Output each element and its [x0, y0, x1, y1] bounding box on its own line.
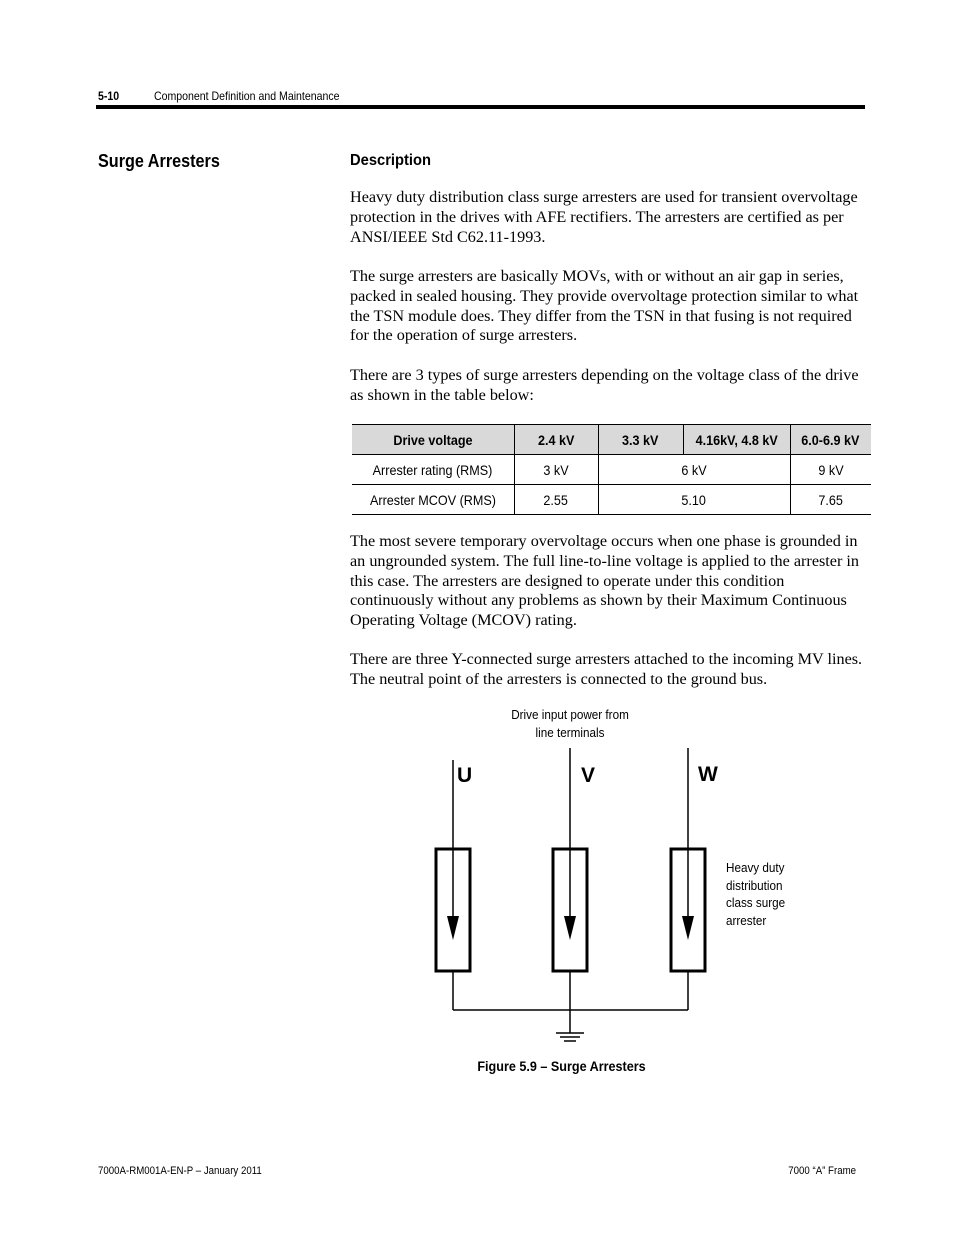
subsection-title: Description [350, 152, 431, 169]
table-cell: 9 kV [790, 455, 871, 485]
table-header-cell: 2.4 kV [514, 425, 598, 455]
arrester-label: Heavy duty [726, 860, 785, 876]
table-row [352, 485, 871, 515]
table-header-cell: 3.3 kV [598, 425, 683, 455]
ground-icon [556, 1033, 584, 1041]
table-header-cell: 4.16kV, 4.8 kV [683, 425, 790, 455]
surge-arrester-diagram [350, 700, 810, 1050]
table-row [352, 455, 871, 485]
table-cell: 2.55 [514, 485, 598, 515]
table-cell: 5.10 [598, 485, 790, 515]
paragraph: The most severe temporary overvoltage occurs when one phase is grounded in an ungrounded system. The full line-to-line voltage is applied to the arrester in this case. The arresters are designed to operate under this condition continuously without any problems as shown by their Maximum Continuous Operating Voltage (MCOV) rating. [350, 532, 860, 630]
header-rule [96, 105, 865, 109]
table-cell: 3 kV [514, 455, 598, 485]
table-cell: Arrester MCOV (RMS) [352, 485, 514, 515]
arrester-label: distribution [726, 878, 783, 894]
phase-label-v: V [581, 764, 596, 787]
table-header-cell: Drive voltage [352, 425, 514, 455]
arrow-down-icon [447, 916, 459, 940]
arrow-down-icon [682, 916, 694, 940]
table-header-row [352, 425, 871, 455]
input-power-label: Drive input power from [511, 707, 629, 723]
table-cell: Arrester rating (RMS) [352, 455, 514, 485]
arrow-down-icon [564, 916, 576, 940]
table-cell: 6 kV [598, 455, 790, 485]
table-cell: 7.65 [790, 485, 871, 515]
footer-publication-id: 7000A-RM001A-EN-P – January 2011 [98, 1165, 262, 1177]
phase-label-w: W [698, 763, 718, 786]
chapter-title: Component Definition and Maintenance [154, 89, 340, 103]
arrester-label: class surge [726, 895, 786, 911]
table-header-cell: 6.0-6.9 kV [790, 425, 871, 455]
footer-product-name: 7000 “A” Frame [788, 1165, 856, 1177]
voltage-class-table [352, 424, 871, 515]
paragraph: There are 3 types of surge arresters depending on the voltage class of the drive as shown in the table below: [350, 366, 859, 404]
page-number: 5-10 [98, 89, 120, 103]
paragraph: Heavy duty distribution class surge arresters are used for transient overvoltage protection in the drives with AFE rectifiers. The arresters are certified as per ANSI/IEEE Std C62.11-1993. [350, 188, 858, 246]
figure-caption: Figure 5.9 – Surge Arresters [477, 1058, 647, 1074]
phase-label-u: U [457, 764, 473, 787]
paragraph: There are three Y-connected surge arresters attached to the incoming MV lines. The neutral point of the arresters is connected to the ground bus. [350, 650, 863, 688]
section-title: Surge Arresters [98, 151, 220, 171]
paragraph: The surge arresters are basically MOVs, with or without an air gap in series, packed in sealed housing. They provide overvoltage protection similar to what the TSN module does. They differ from the TSN in that fusing is not required for the operation of surge arresters. [350, 267, 859, 345]
arrester-label: arrester [726, 913, 767, 929]
input-power-label: line terminals [535, 725, 605, 741]
